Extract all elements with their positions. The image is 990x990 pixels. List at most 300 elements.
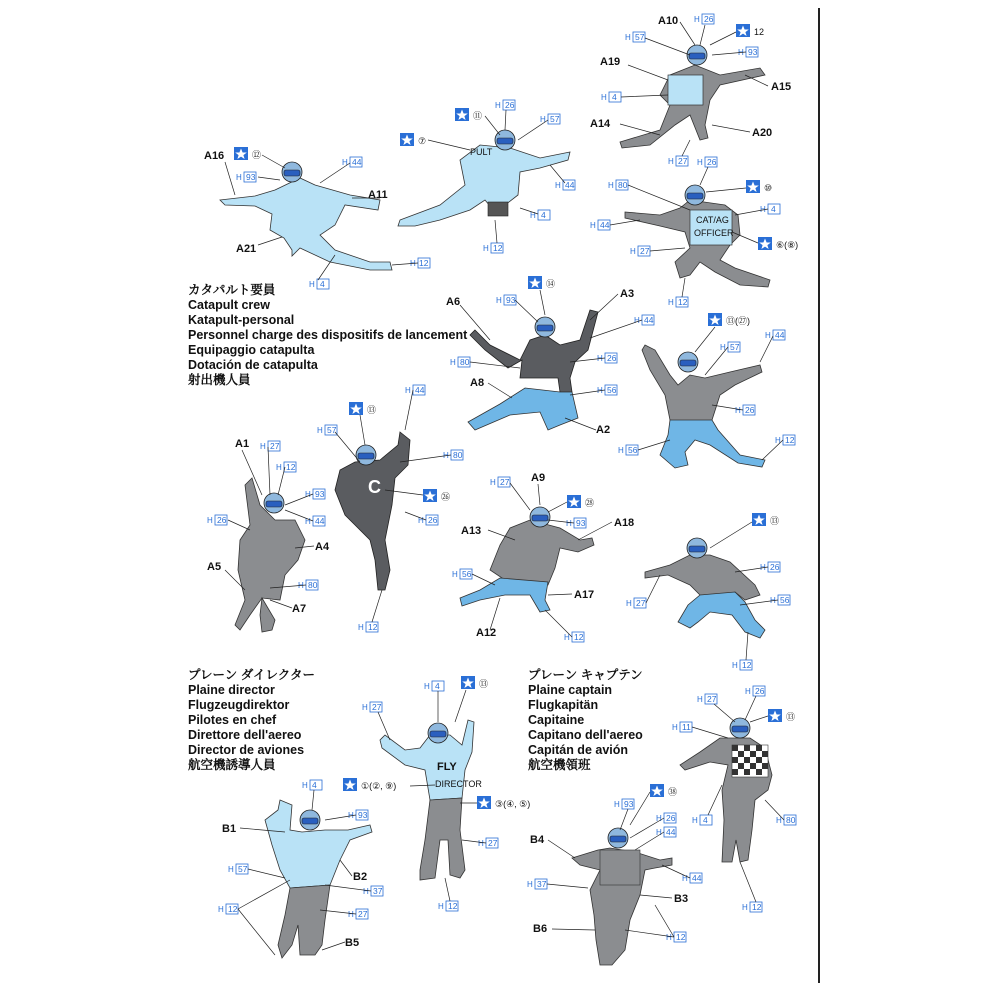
paint-h-tag [362,702,382,712]
svg-text:H: H [483,244,489,253]
svg-text:H: H [305,517,311,526]
caption-line: プレーン キャプテン [528,668,643,682]
svg-text:12: 12 [676,932,686,942]
paint-h-tag [410,258,430,268]
svg-text:56: 56 [780,595,790,605]
paint-h-tag [540,114,560,124]
svg-text:H: H [668,157,674,166]
star-icon [343,778,357,791]
svg-text:H: H [692,816,698,825]
svg-text:H: H [735,406,741,415]
part-label: A17 [574,589,595,601]
svg-text:56: 56 [462,569,472,579]
figure-a1 [207,438,330,632]
paint-h-tag [530,210,550,220]
part-label: B5 [345,937,360,949]
svg-text:12: 12 [493,243,503,253]
caption-line: Plaine captain [528,683,613,697]
svg-text:26: 26 [770,562,780,572]
caption-line: 航空機領班 [528,758,591,772]
part-label: A1 [235,438,250,450]
paint-h-tag [564,632,584,642]
paint-h-tag [348,810,368,820]
paint-h-tag [302,780,322,790]
paint-ref: ⑥(⑧) [776,240,799,250]
svg-text:H: H [630,247,636,256]
paint-h-tag [363,886,383,896]
svg-text:27: 27 [636,598,646,608]
svg-text:93: 93 [506,295,516,305]
svg-text:H: H [490,478,496,487]
svg-text:37: 37 [537,879,547,889]
figure-a9 [452,472,634,642]
paint-h-tag [634,315,654,325]
svg-text:H: H [530,211,536,220]
paint-h-tag [694,14,714,24]
part-label: B6 [533,923,548,935]
part-label: B3 [674,893,689,905]
svg-text:93: 93 [315,489,325,499]
caption-line: Flugkapitän [528,698,599,712]
paint-h-tag [775,435,795,445]
paint-ref: ㊳ [668,787,678,797]
part-label: A5 [207,561,222,573]
svg-text:H: H [672,723,678,732]
svg-text:57: 57 [327,425,337,435]
paint-h-tag [682,873,702,883]
caption-line: Catapult crew [188,298,270,312]
svg-text:H: H [207,516,213,525]
figure-cat-ag-officer [590,157,798,307]
figure-b4 [527,784,702,965]
svg-text:4: 4 [312,780,317,790]
svg-text:44: 44 [565,180,575,190]
svg-text:4: 4 [320,279,325,289]
svg-text:H: H [452,570,458,579]
part-label: A2 [596,424,611,436]
svg-text:27: 27 [640,246,650,256]
svg-text:H: H [590,221,596,230]
vest-text: FLY [437,761,457,773]
star-icon [528,276,542,289]
svg-text:44: 44 [600,220,610,230]
paint-h-tag [614,799,634,809]
svg-text:93: 93 [576,518,586,528]
svg-text:27: 27 [707,694,717,704]
svg-text:H: H [566,519,572,528]
svg-text:26: 26 [505,100,515,110]
star-icon [461,676,475,689]
svg-text:26: 26 [607,353,617,363]
paint-h-tag [309,279,329,289]
paint-ref: ⑭ [546,279,556,289]
part-label: B4 [530,834,545,846]
svg-text:H: H [405,386,411,395]
paint-ref: ⑩ [764,183,773,193]
svg-text:27: 27 [372,702,382,712]
svg-text:H: H [478,839,484,848]
svg-text:27: 27 [358,909,368,919]
svg-text:H: H [614,800,620,809]
star-icon [400,133,414,146]
svg-text:26: 26 [755,686,765,696]
star-icon [758,237,772,250]
paint-ref: ①(②, ⑨) [361,781,397,791]
svg-text:H: H [564,633,570,642]
svg-text:12: 12 [448,901,458,911]
paint-h-tag [527,879,547,889]
svg-text:H: H [298,581,304,590]
svg-text:H: H [342,158,348,167]
paint-ref: ③(④, ⑤) [495,799,531,809]
paint-h-tag [770,595,790,605]
svg-text:H: H [608,181,614,190]
caption-line: Personnel charge des dispositifs de lancement [188,328,468,342]
svg-text:H: H [363,887,369,896]
figure-a16 [204,147,430,289]
figure-fly-director [343,676,530,911]
paint-h-tag [738,47,758,57]
caption-line: Pilotes en chef [188,713,277,727]
svg-text:80: 80 [460,357,470,367]
svg-text:93: 93 [624,799,634,809]
svg-text:H: H [776,816,782,825]
svg-text:H: H [732,661,738,670]
svg-text:H: H [697,158,703,167]
svg-text:4: 4 [612,92,617,102]
svg-text:56: 56 [607,385,617,395]
caption-line: 射出機人員 [188,373,251,387]
svg-text:27: 27 [270,441,280,451]
svg-text:H: H [601,93,607,102]
part-label: A6 [446,296,461,308]
svg-text:H: H [424,682,430,691]
part-label: A12 [476,627,497,639]
part-label: A4 [315,541,330,553]
star-icon [736,24,750,37]
svg-text:H: H [770,596,776,605]
svg-text:12: 12 [752,902,762,912]
paint-h-tag [358,622,378,632]
caption-line: Direttore dell'aereo [188,728,302,742]
paint-h-tag [405,385,425,395]
svg-text:80: 80 [786,815,796,825]
caption-line: プレーン ダイレクター [188,668,315,682]
figure-catapult-officer [398,100,575,253]
caption-line: Director de aviones [188,743,305,757]
svg-text:H: H [495,101,501,110]
part-label: A15 [771,81,792,93]
svg-text:57: 57 [550,114,560,124]
part-label: A16 [204,150,225,162]
paint-h-tag [666,932,686,942]
paint-h-tag [305,516,325,526]
paint-h-tag [626,598,646,608]
paint-h-tag [424,681,444,691]
caption-line: Capitano dell'aereo [528,728,643,742]
paint-h-tag [418,515,438,525]
part-label: A3 [620,288,635,300]
svg-text:H: H [656,828,662,837]
vest-text: OFFICER [694,228,734,238]
svg-text:H: H [765,331,771,340]
svg-text:93: 93 [246,172,256,182]
paint-h-tag [697,694,717,704]
paint-h-tag [630,246,650,256]
svg-text:H: H [625,33,631,42]
svg-text:H: H [276,463,282,472]
paint-ref: ⑪ [473,111,483,121]
paint-h-tag [672,722,692,732]
svg-text:H: H [760,205,766,214]
svg-text:12: 12 [742,660,752,670]
svg-text:H: H [236,173,242,182]
svg-text:4: 4 [771,204,776,214]
svg-text:H: H [527,880,533,889]
part-label: B2 [353,871,368,883]
caption-line: カタパルト要員 [188,283,276,297]
svg-text:H: H [666,933,672,942]
paint-h-tag [496,295,516,305]
vest-text: DIRECTOR [435,779,482,789]
svg-text:H: H [302,781,308,790]
svg-text:93: 93 [358,810,368,820]
paint-h-tag [618,445,638,455]
svg-text:26: 26 [745,405,755,415]
star-icon [455,108,469,121]
svg-text:27: 27 [678,156,688,166]
svg-text:H: H [760,563,766,572]
svg-text:H: H [634,316,640,325]
svg-text:26: 26 [428,515,438,525]
figure-crew-27 [618,313,795,468]
svg-text:H: H [358,623,364,632]
paint-h-tag [452,569,472,579]
vest-text: CAT/AG [696,215,729,225]
paint-h-tag [692,815,712,825]
paint-h-tag [298,580,318,590]
paint-ref: ㉖ [441,492,451,502]
paint-h-tag [228,864,248,874]
paint-h-tag [608,180,628,190]
svg-text:H: H [348,811,354,820]
svg-text:44: 44 [692,873,702,883]
star-icon [650,784,664,797]
svg-text:26: 26 [704,14,714,24]
svg-text:H: H [228,865,234,874]
svg-text:H: H [618,446,624,455]
paint-h-tag [483,243,503,253]
vest-text: PULT [470,147,493,157]
svg-text:H: H [742,903,748,912]
svg-text:93: 93 [748,47,758,57]
part-label: A13 [461,525,482,537]
star-icon [234,147,248,160]
paint-h-tag [668,297,688,307]
paint-h-tag [443,450,463,460]
paint-ref: ⑫ [252,150,262,160]
svg-text:H: H [496,296,502,305]
svg-text:12: 12 [286,462,296,472]
paint-ref: ⑬ [786,712,796,722]
svg-text:57: 57 [238,864,248,874]
svg-text:H: H [362,703,368,712]
caption-line: Capitán de avión [528,743,629,757]
star-icon [708,313,722,326]
paint-h-tag [745,686,765,696]
star-icon [752,513,766,526]
caption-line: Dotación de catapulta [188,358,318,372]
paint-ref: 12 [754,27,765,37]
part-label: A18 [614,517,635,529]
paint-h-tag [760,204,780,214]
paint-h-tag [590,220,610,230]
caption-line: Equipaggio catapulta [188,343,315,357]
svg-text:H: H [348,910,354,919]
checkered-vest [732,745,768,777]
part-label: A8 [470,377,485,389]
paint-h-tag [438,901,458,911]
part-label: A10 [658,15,679,27]
svg-text:H: H [656,814,662,823]
star-icon [477,796,491,809]
svg-text:80: 80 [308,580,318,590]
paint-h-tag [601,92,621,102]
svg-text:H: H [438,902,444,911]
part-label: B1 [222,823,237,835]
paint-h-tag [566,518,586,528]
svg-text:80: 80 [453,450,463,460]
figure-a6 [446,276,654,436]
svg-text:H: H [218,905,224,914]
paint-h-tag [478,838,498,848]
svg-text:44: 44 [775,330,785,340]
svg-text:4: 4 [435,681,440,691]
part-label: A7 [292,603,307,615]
svg-text:H: H [626,599,632,608]
paint-h-tag [207,515,227,525]
paint-h-tag [625,32,645,42]
caption-line: Plaine director [188,683,275,697]
svg-text:44: 44 [644,315,654,325]
paint-ref: ⑬(㉗) [726,316,750,326]
part-label: A14 [590,118,611,130]
paint-ref: ⑦ [418,136,427,146]
paint-h-tag [597,353,617,363]
svg-text:H: H [260,442,266,451]
svg-text:H: H [775,436,781,445]
caption-line: Capitaine [528,713,585,727]
caption-line: Katapult-personal [188,313,295,327]
part-label: A19 [600,56,621,68]
svg-text:12: 12 [419,258,429,268]
svg-text:44: 44 [352,157,362,167]
svg-text:H: H [597,354,603,363]
paint-h-tag [305,489,325,499]
svg-text:H: H [443,451,449,460]
svg-text:44: 44 [666,827,676,837]
svg-text:26: 26 [707,157,717,167]
svg-text:H: H [418,516,424,525]
svg-text:4: 4 [703,815,708,825]
svg-text:27: 27 [500,477,510,487]
paint-h-tag [732,660,752,670]
star-icon [768,709,782,722]
paint-h-tag [776,815,796,825]
paint-h-tag [760,562,780,572]
svg-text:H: H [694,15,700,24]
star-icon [567,495,581,508]
svg-text:H: H [668,298,674,307]
svg-text:H: H [555,181,561,190]
paint-ref: ⑬ [770,516,780,526]
part-label: A21 [236,243,257,255]
svg-text:26: 26 [666,813,676,823]
svg-text:12: 12 [678,297,688,307]
paint-h-tag [668,156,688,166]
figure-a10 [590,14,791,166]
svg-text:4: 4 [541,210,546,220]
paint-h-tag [218,904,238,914]
paint-h-tag [490,477,510,487]
svg-text:27: 27 [488,838,498,848]
paint-ref: ⑬ [367,405,377,415]
paint-h-tag [317,425,337,435]
svg-text:H: H [540,115,546,124]
paint-h-tag [450,357,470,367]
paint-h-tag [742,902,762,912]
figure-b1 [218,780,383,958]
paint-h-tag [276,462,296,472]
paint-h-tag [348,909,368,919]
svg-text:44: 44 [415,385,425,395]
svg-text:37: 37 [373,886,383,896]
star-icon [423,489,437,502]
paint-h-tag [260,441,280,451]
paint-h-tag [236,172,256,182]
paint-h-tag [597,385,617,395]
svg-text:12: 12 [785,435,795,445]
paint-h-tag [342,157,362,167]
caption-line: Flugzeugdirektor [188,698,290,712]
svg-text:11: 11 [682,722,691,732]
svg-text:H: H [317,426,323,435]
paint-h-tag [720,342,740,352]
paint-h-tag [656,813,676,823]
figure-crew-13 [626,513,790,670]
part-label: A20 [752,127,773,139]
paint-ref: ㉘ [585,498,595,508]
part-label: A11 [368,189,388,201]
svg-text:H: H [309,280,315,289]
caption-line: 航空機誘導人員 [188,758,276,772]
svg-text:12: 12 [368,622,378,632]
svg-text:12: 12 [228,904,238,914]
svg-text:H: H [305,490,311,499]
svg-text:H: H [410,259,416,268]
paint-h-tag [555,180,575,190]
svg-text:80: 80 [618,180,628,190]
svg-text:12: 12 [574,632,584,642]
paint-h-tag [765,330,785,340]
figure-c-crew [317,385,463,632]
star-icon [349,402,363,415]
svg-text:57: 57 [635,32,645,42]
svg-text:H: H [450,358,456,367]
svg-text:26: 26 [217,515,227,525]
part-label: A9 [531,472,546,484]
svg-text:56: 56 [628,445,638,455]
